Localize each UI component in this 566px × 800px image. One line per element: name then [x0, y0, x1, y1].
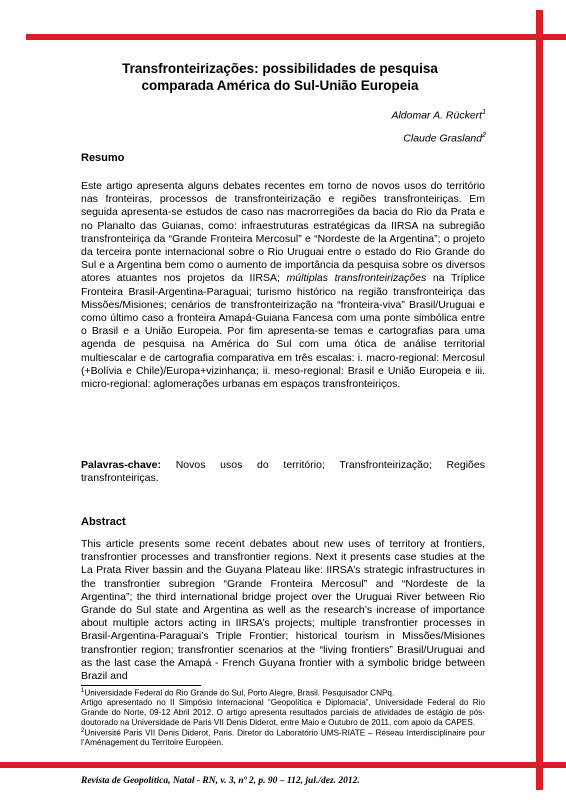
footnote-text: Artigo apresentado no II Simpósio Internacional “Geopolítica e Diplomacia”, Universidade Federal do Rio Grande do Norte, 09-12 Abril 2012. O artigo apresenta resultados parciais de atividades de estágio de pós-doutorado na Universidade de Paris VII Denis Diderot, entre Maio e Outubro de 2011, com apoio da CAPES.	[81, 698, 485, 727]
journal-footer: Revista de Geopolítica, Natal - RN, v. 3, nº 2, p. 90 – 112, jul./dez. 2012.	[81, 776, 360, 786]
paper-title	[60, 60, 500, 94]
resumo-heading: Resumo	[81, 152, 125, 164]
keywords-paragraph	[81, 459, 485, 485]
keywords-text: Novos usos do território; Transfronteirização; Regiões transfronteiriças.	[81, 459, 485, 485]
footnote-mark: 2	[81, 728, 85, 735]
title-line-2: comparada América do Sul-União Europeia	[141, 78, 419, 93]
footnote-2	[81, 727, 485, 748]
footnote-mark: 1	[482, 109, 486, 116]
title-line-1: Transfronteirizações: possibilidades de pesquisa	[122, 61, 438, 76]
vertical-red-bar	[536, 10, 543, 790]
resumo-paragraph	[81, 180, 485, 391]
footnote-1	[81, 687, 485, 698]
footnote-mark: 1	[81, 688, 85, 694]
abstract-heading: Abstract	[81, 516, 126, 528]
author-2	[403, 132, 486, 145]
author-1	[391, 109, 486, 122]
resumo-text-part-2: na Tríplice Fronteira Brasil-Argentina-Paraguai; turismo histórico na região transfronteiriça das Missões/Misiones; cenários de transfronteirização na “fronteira-viva” Brasil/Uruguai e como último caso a fronteira Amapá-Guiana Fancesa com uma ponte simbólica entre o Brasil e a União Europeia. Por fim apresenta-se temas e cartografias para uma agenda de pesquisa na América do Sul com uma ótica de análise territorial multiescalar e de cartografia comparativa em três escalas: i. macro-regional: Mercosul (+Bolívia e Chile)/Europa+vizinhança; ii. meso-regional: Brasil e União Europeia e iii. micro-regional: aglomerações urbanas em espaços transfronteiriços.	[81, 272, 485, 391]
resumo-italic-term: múltiplas transfronteirizações	[286, 272, 427, 285]
resumo-text-part-1: Este artigo apresenta alguns debates recentes em torno de novos usos do território nas fronteiras, processos de transfronteirização e regiões transfronteiriças. Em seguida apresenta-se estudos de caso nas macrorregiões da bacia do Rio da Prata e no Planalto das Guianas, como: infraestruturas estratégicas da IIRSA na subregião transfronteiriça da “Grande Fronteira Mercosul” e “Nordeste de la Argentina”; o projeto da terceira ponte internacional sobre o Rio Uruguai entre o estado do Rio Grande do Sul e a Argentina bem como o aumento de importância da pesquisa sobre os diversos atores atuantes nos projetos da IIRSA;	[81, 180, 485, 285]
footnote-text: Université Paris VII Denis Diderot, Paris. Diretor do Laboratório UMS-RIATE – Réseau Interdisciplinaire pour l’Aménagement du Territoire Européen.	[81, 728, 485, 748]
bottom-red-bar	[0, 762, 566, 768]
footnote-separator	[81, 685, 201, 686]
footnote-note	[81, 698, 485, 727]
keywords-label: Palavras-chave:	[81, 459, 161, 471]
author-name: Claude Grasland	[403, 132, 483, 145]
footnote-text: Universidade Federal do Rio Grande do Sul, Porto Alegre, Brasil. Pesquisador CNPq.	[84, 688, 395, 698]
top-red-bar	[26, 34, 566, 40]
abstract-paragraph: This article presents some recent debates about new uses of territory at frontiers, transfrontier processes and transfrontier regions. Next it presents case studies at the La Prata River bassin and the Guyana Plateau like: IIRSA’s strategic infrastructures in the transfrontier subregion “Grande Fronteira Mercosul” and “Nordeste de la Argentina”; the third international bridge project over the Uruguai River between Rio Grande do Sul state and Argentina as well as the research’s increase of importance about multiple actors acting in IIRSA’s projects; multiple transfrontier processes in Brasil-Argentina-Paraguai’s Triple Frontier; historical tourism in Missões/Misiones transfrontier region; transfrontier scenarios at the “living frontiers” Brasil/Uruguai and as the last case the Amapá - French Guyana frontier with a symbolic bridge between Brazil and	[81, 538, 485, 683]
footnotes	[81, 687, 485, 748]
footnote-mark: 2	[482, 132, 486, 139]
author-name: Aldomar A. Rückert	[391, 109, 483, 122]
